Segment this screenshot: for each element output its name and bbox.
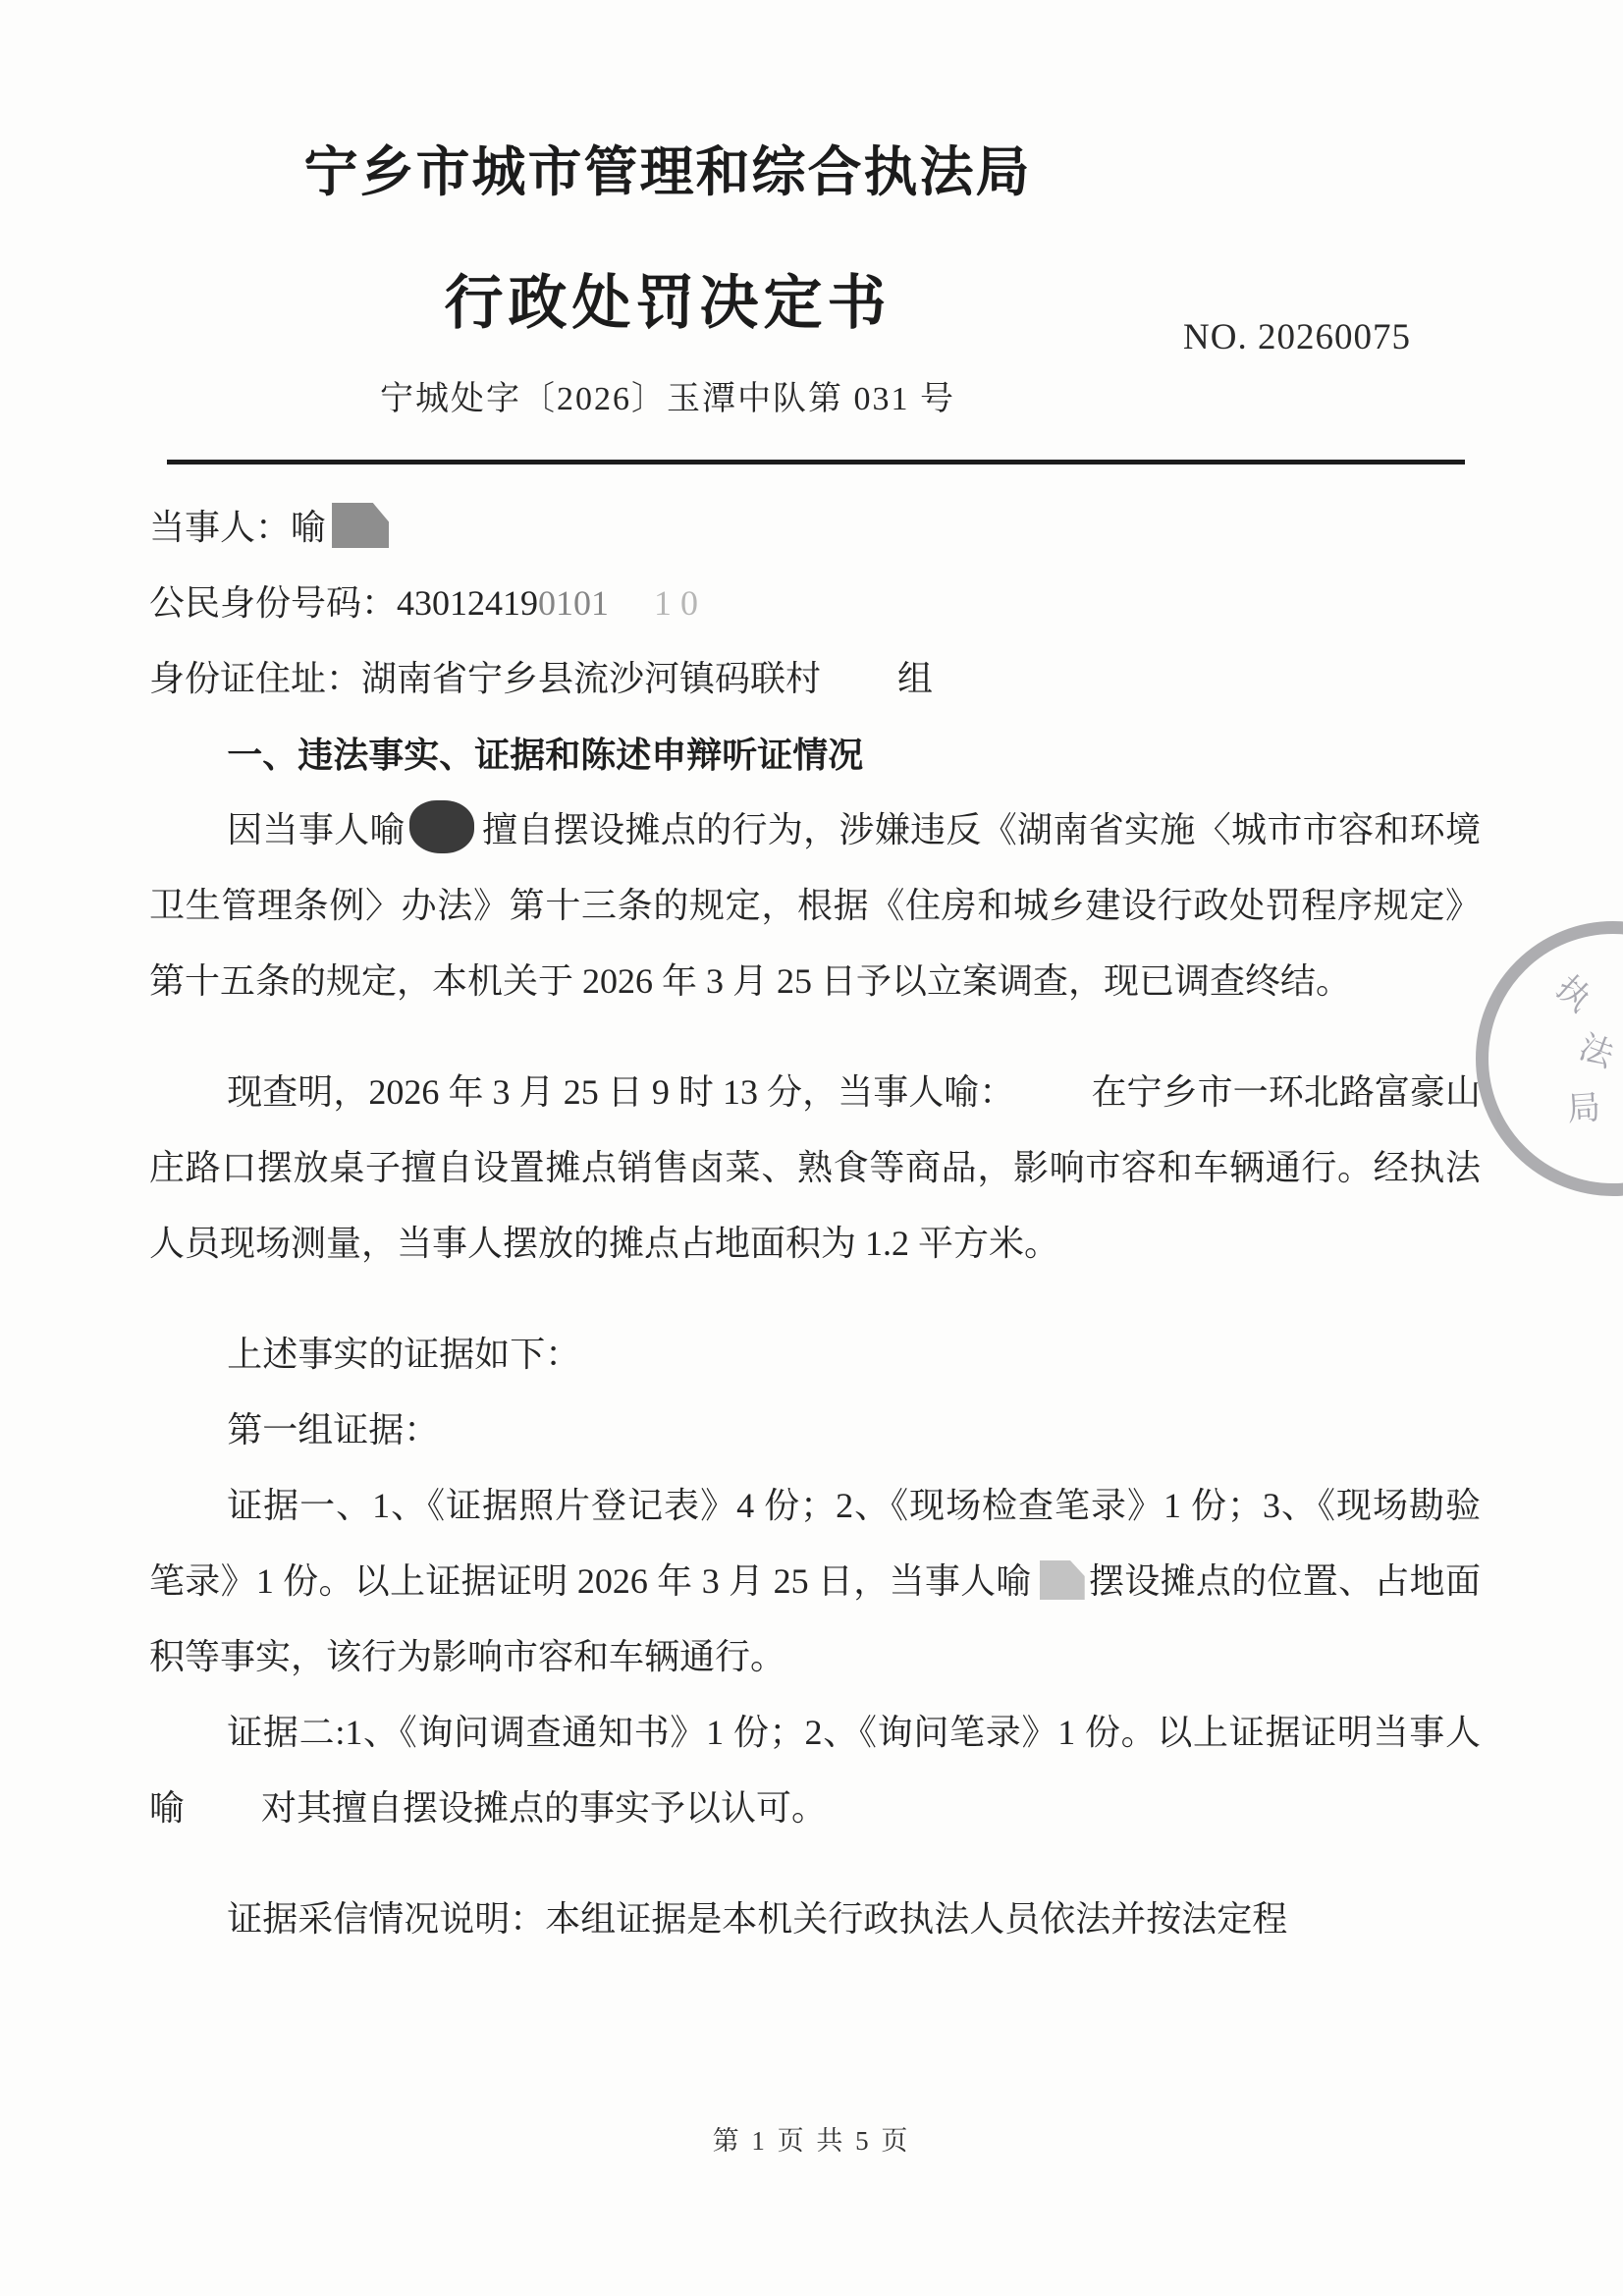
paragraph-text: 擅自摆设摊点的行为，涉嫌违反《湖南省实施〈城市市容和环境卫生管理条例〉办法》第十三条的规定，根据《住房和城乡建设行政处罚程序规定》第十五条的规定，本机关于 2026 年 3 月 25 日予以立案调查，现已调查终结。 (149, 810, 1481, 1001)
seal-glyph: 执 (1548, 968, 1599, 1019)
issuing-authority-title: 宁乡市城市管理和综合执法局 (303, 141, 1032, 202)
party-name-label: 当事人：喻 (149, 508, 327, 547)
paragraph-text: 证据二:1、《询问调查通知书》1 份；2、《询问笔录》1 份。以上证据证明当事人喻 (149, 1713, 1481, 1828)
party-address-label: 身份证住址： (149, 659, 362, 698)
seal-glyph: 法 (1574, 1028, 1619, 1075)
document-header (103, 0, 1232, 426)
paragraph-text: 在宁乡市一环北路富豪山庄路口摆放桌子擅自设置摊点销售卤菜、熟食等商品，影响市容和车辆通行。经执法人员现场测量，当事人摆放的摊点占地面积为 1.2 平方米。 (149, 1072, 1481, 1263)
paragraph-text: 现查明，2026 年 3 月 25 日 9 时 13 分，当事人喻： (227, 1072, 1015, 1112)
party-id-label: 公民身份号码： (149, 583, 398, 623)
document-serial-number: NO. 20260075 (1183, 317, 1411, 357)
seal-glyph: 局 (1565, 1088, 1602, 1129)
redaction-box-light-name (1040, 1560, 1085, 1600)
section-heading: 一、违法事实、证据和陈述申辩听证情况 (227, 735, 864, 775)
reference-number: 宁城处字〔2026〕玉潭中队第 031 号 (380, 381, 955, 417)
paragraph-text: 摆设摊点的位置、占地面积等事实，该行为影响市容和车辆通行。 (149, 1561, 1481, 1676)
party-id-faded: 0101 (538, 583, 610, 623)
document-title: 行政处罚决定书 (444, 270, 892, 336)
party-id-line (149, 566, 1481, 641)
header-divider (167, 460, 1465, 465)
party-address-line (149, 641, 1481, 717)
party-address-text: 湖南省宁乡县流沙河镇码联村 (361, 659, 822, 698)
paragraph-text: 证据一、1、《证据照片登记表》4 份；2、《现场检查笔录》1 份；3、《现场勘验笔录》1 份。以上证据证明 2026 年 3 月 25 日，当事人喻 (149, 1486, 1481, 1601)
paragraph-evidence-group: 第一组证据： (227, 1410, 440, 1449)
party-id-visible: 43012419 (397, 583, 539, 623)
party-address-suffix: 组 (897, 659, 934, 698)
paragraph-evidence-adoption: 证据采信情况说明：本组证据是本机关行政执法人员依法并按法定程 (227, 1899, 1288, 1939)
paragraph-findings (149, 1055, 1481, 1282)
redaction-box-name (332, 503, 389, 548)
paragraph-evidence-one (149, 1468, 1481, 1695)
official-round-seal-partial (1476, 921, 1623, 1196)
paragraph-case-filing (149, 793, 1481, 1019)
redaction-blob-name (409, 800, 474, 853)
paragraph-text: 对其擅自摆设摊点的事实予以认可。 (261, 1788, 828, 1828)
page-number-footer: 第 1 页 共 5 页 (712, 2126, 911, 2156)
document-body (149, 490, 1481, 1957)
paragraph-evidence-two (149, 1695, 1481, 1846)
paragraph-evidence-intro: 上述事实的证据如下： (227, 1335, 581, 1374)
paragraph-text: 因当事人喻 (227, 810, 406, 849)
party-id-faint: 1 0 (654, 583, 699, 623)
party-name-line (149, 490, 1481, 566)
